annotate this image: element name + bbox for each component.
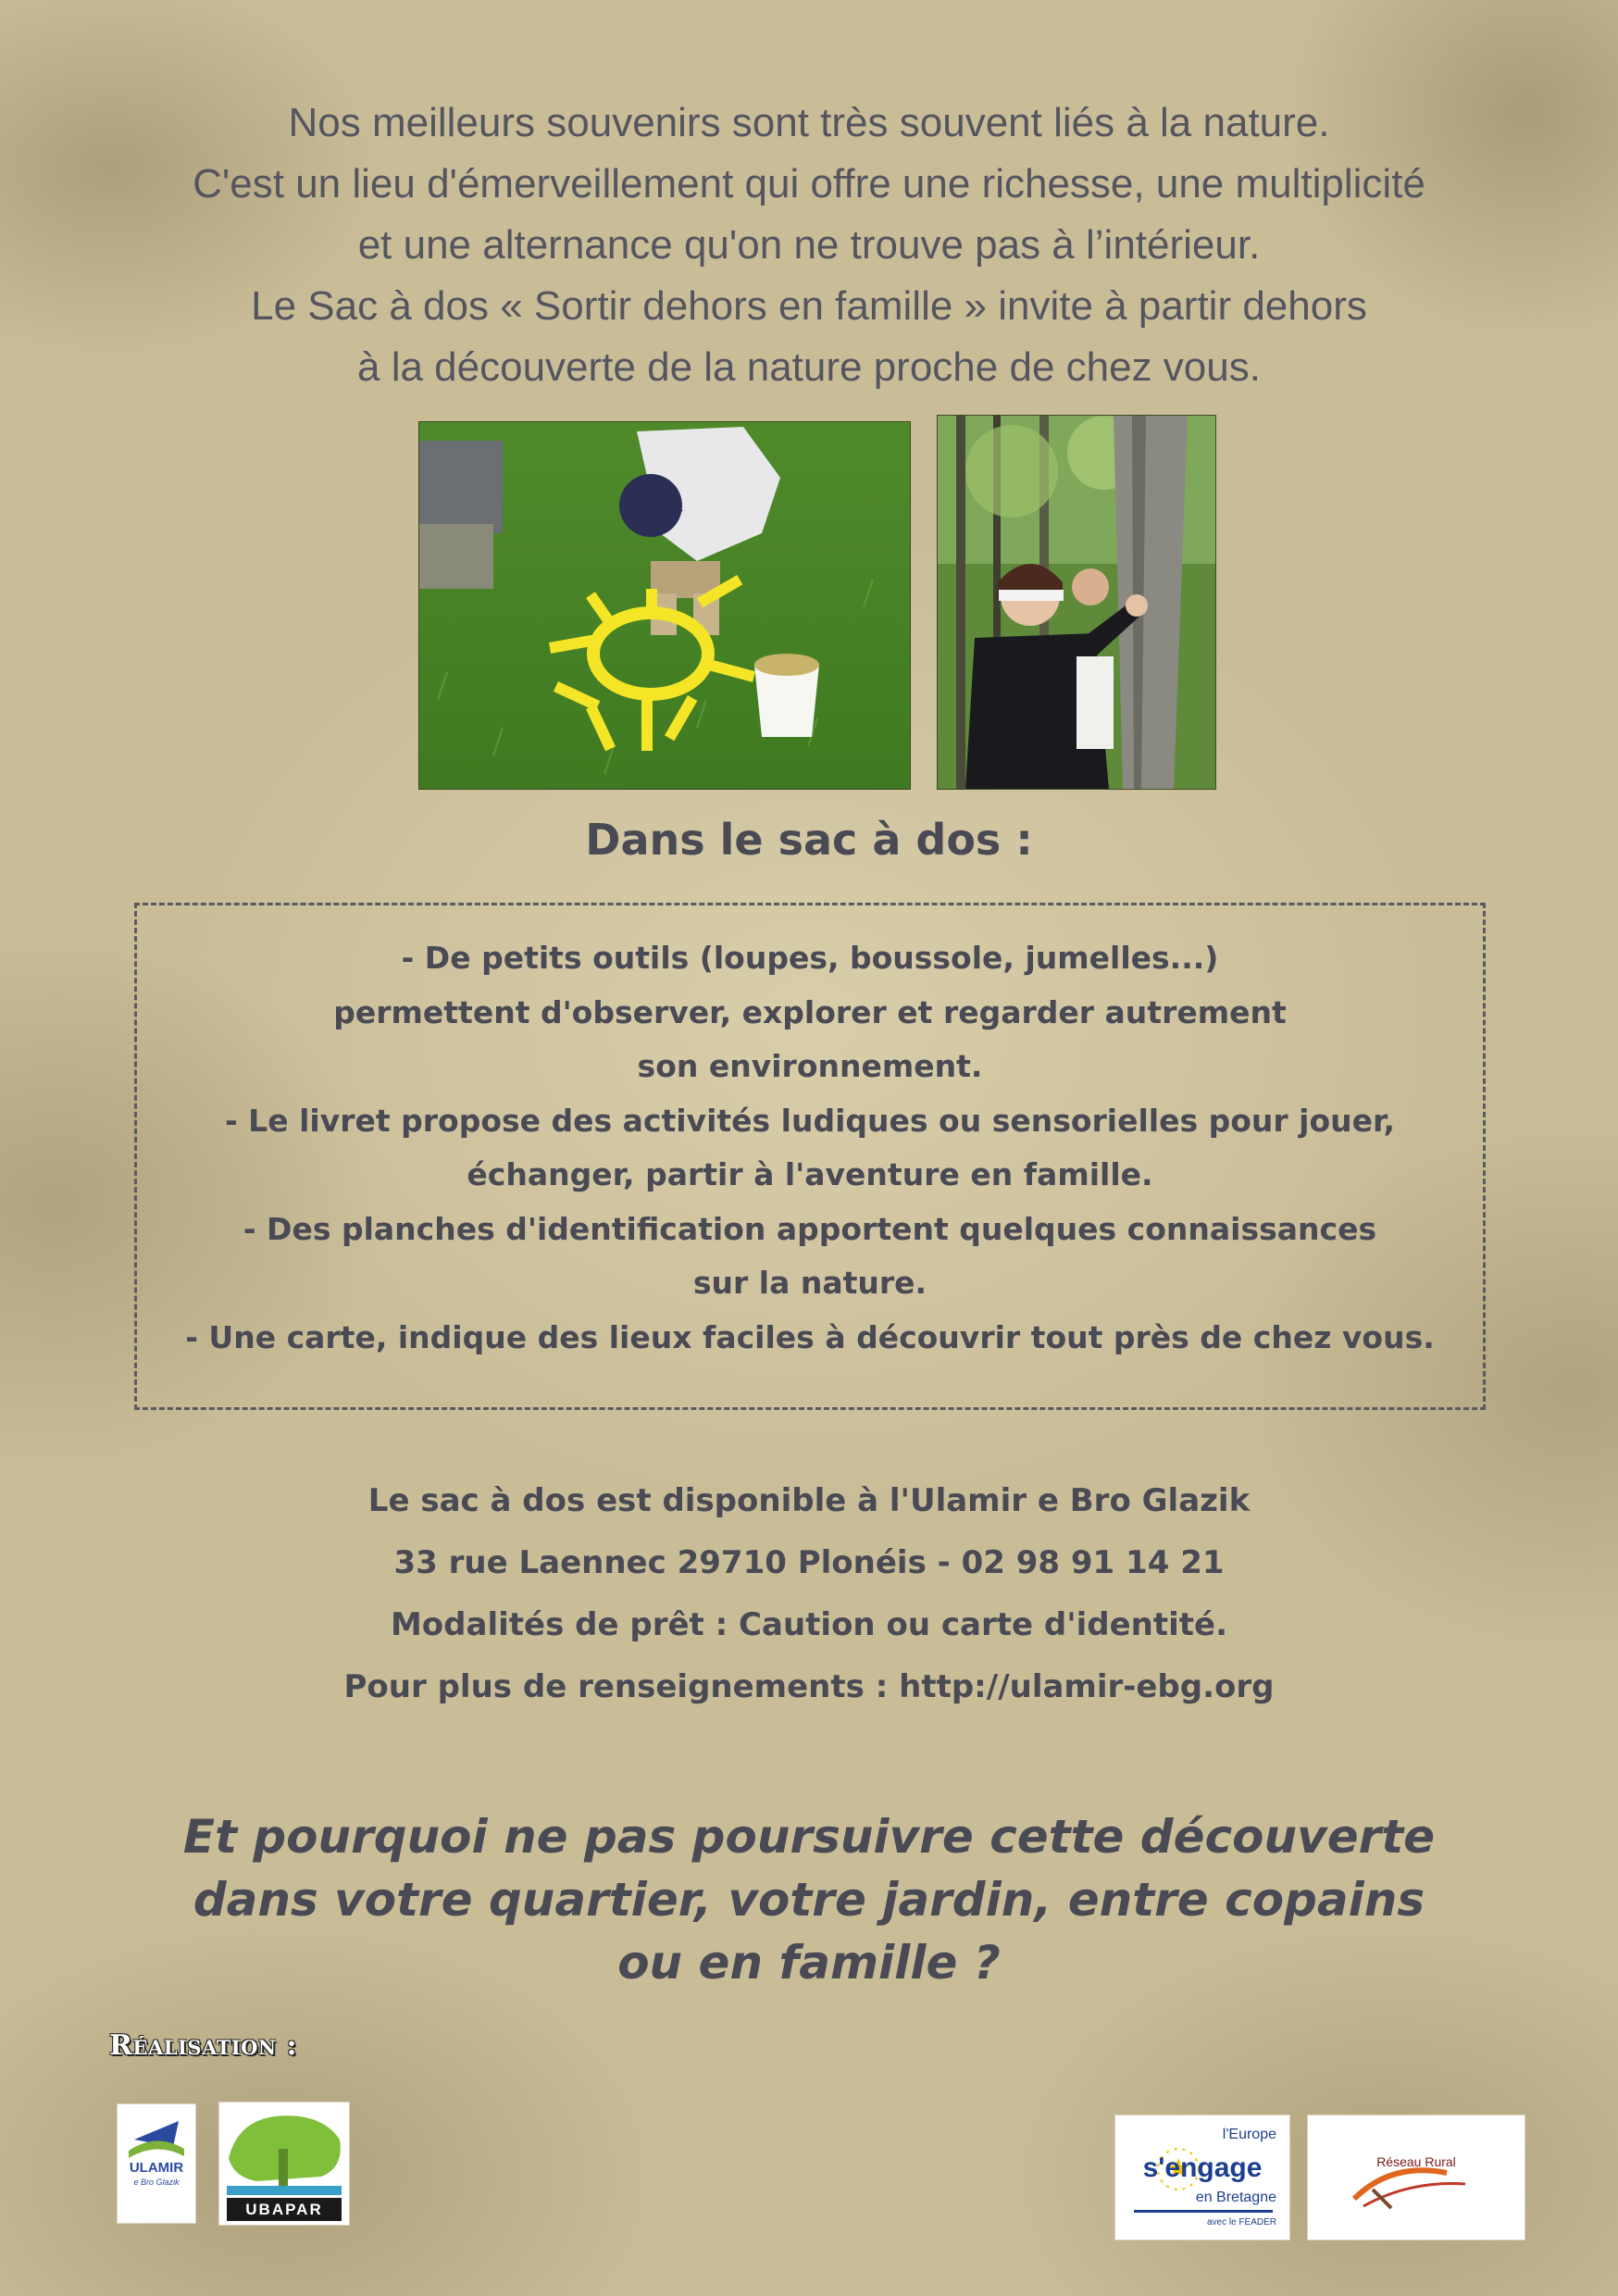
ubapar-logo-name: UBAPAR [245, 2201, 323, 2218]
ulamir-logo [117, 2103, 196, 2224]
closing-line: Et pourquoi ne pas poursuivre cette découverte [182, 1810, 1436, 1864]
box-line: sur la nature. [692, 1265, 927, 1301]
box-line: - Le livret propose des activités ludiques ou sensorielles pour jouer, [225, 1102, 1395, 1139]
section-title: Dans le sac à dos : [585, 815, 1033, 865]
photo-girl-blindfold-tree [937, 415, 1216, 790]
box-line: - De petits outils (loupes, boussole, jumelles...) [401, 940, 1219, 976]
closing-line: ou en famille ? [617, 1936, 1001, 1990]
europe-logo-line1: l'Europe [1222, 2127, 1276, 2142]
reseau-rural-mark [1308, 2115, 1525, 2240]
europe-feader-logo [1114, 2115, 1290, 2240]
reseau-rural-name: Réseau Rural [1376, 2154, 1456, 2169]
box-line: son environnement. [637, 1048, 983, 1084]
intro-line: à la découverte de la nature proche de chez vous. [357, 344, 1261, 390]
content-box-text [134, 931, 1486, 1365]
intro-line: Nos meilleurs souvenirs sont très souvent liés à la nature. [288, 100, 1330, 145]
reseau-rural-logo [1307, 2115, 1525, 2240]
box-line: échanger, partir à l'aventure en famille. [467, 1156, 1153, 1192]
intro-paragraph [74, 93, 1544, 398]
photo-children-dandelion-sun [418, 421, 911, 790]
box-line: - Une carte, indique des lieux faciles à découvrir tout près de chez vous. [185, 1318, 1435, 1355]
photo-girl-blindfold-tree-image [938, 416, 1215, 789]
availability-info [0, 1470, 1618, 1718]
box-line: permettent d'observer, explorer et regarder autrement [333, 993, 1287, 1030]
europe-logo-line2: s'engage [1142, 2152, 1263, 2183]
info-availability-line: Le sac à dos est disponible à l'Ulamir e Bro Glazik [367, 1482, 1251, 1519]
info-address-line: 33 rue Laennec 29710 Plonéis - 02 98 91 14 21 [393, 1544, 1225, 1581]
photo-children-dandelion-sun-image [419, 422, 910, 789]
ubapar-logo [218, 2102, 350, 2226]
europe-logo-line3: en Bretagne [1195, 2190, 1276, 2205]
info-loan-terms-line: Modalités de prêt : Caution ou carte d'identité. [390, 1606, 1228, 1643]
realisation-label: Réalisation : [109, 2029, 298, 2062]
intro-line: et une alternance qu'on ne trouve pas à l’intérieur. [357, 222, 1261, 268]
intro-line: C'est un lieu d'émerveillement qui offre une richesse, une multiplicité [193, 161, 1425, 206]
europe-logo-line4: avec le FEADER [1206, 2217, 1276, 2227]
info-website-line[interactable]: Pour plus de renseignements : http://ulamir-ebg.org [343, 1668, 1275, 1705]
ulamir-logo-sub: e Bro Glazik [133, 2177, 180, 2187]
closing-line: dans votre quartier, votre jardin, entre copains [193, 1873, 1425, 1927]
box-line: - Des planches d'identification apportent quelques connaissances [243, 1210, 1377, 1247]
ulamir-logo-name: ULAMIR [129, 2160, 184, 2176]
intro-line: Le Sac à dos « Sortir dehors en famille » invite à partir dehors [251, 283, 1367, 329]
closing-question [0, 1805, 1618, 1994]
